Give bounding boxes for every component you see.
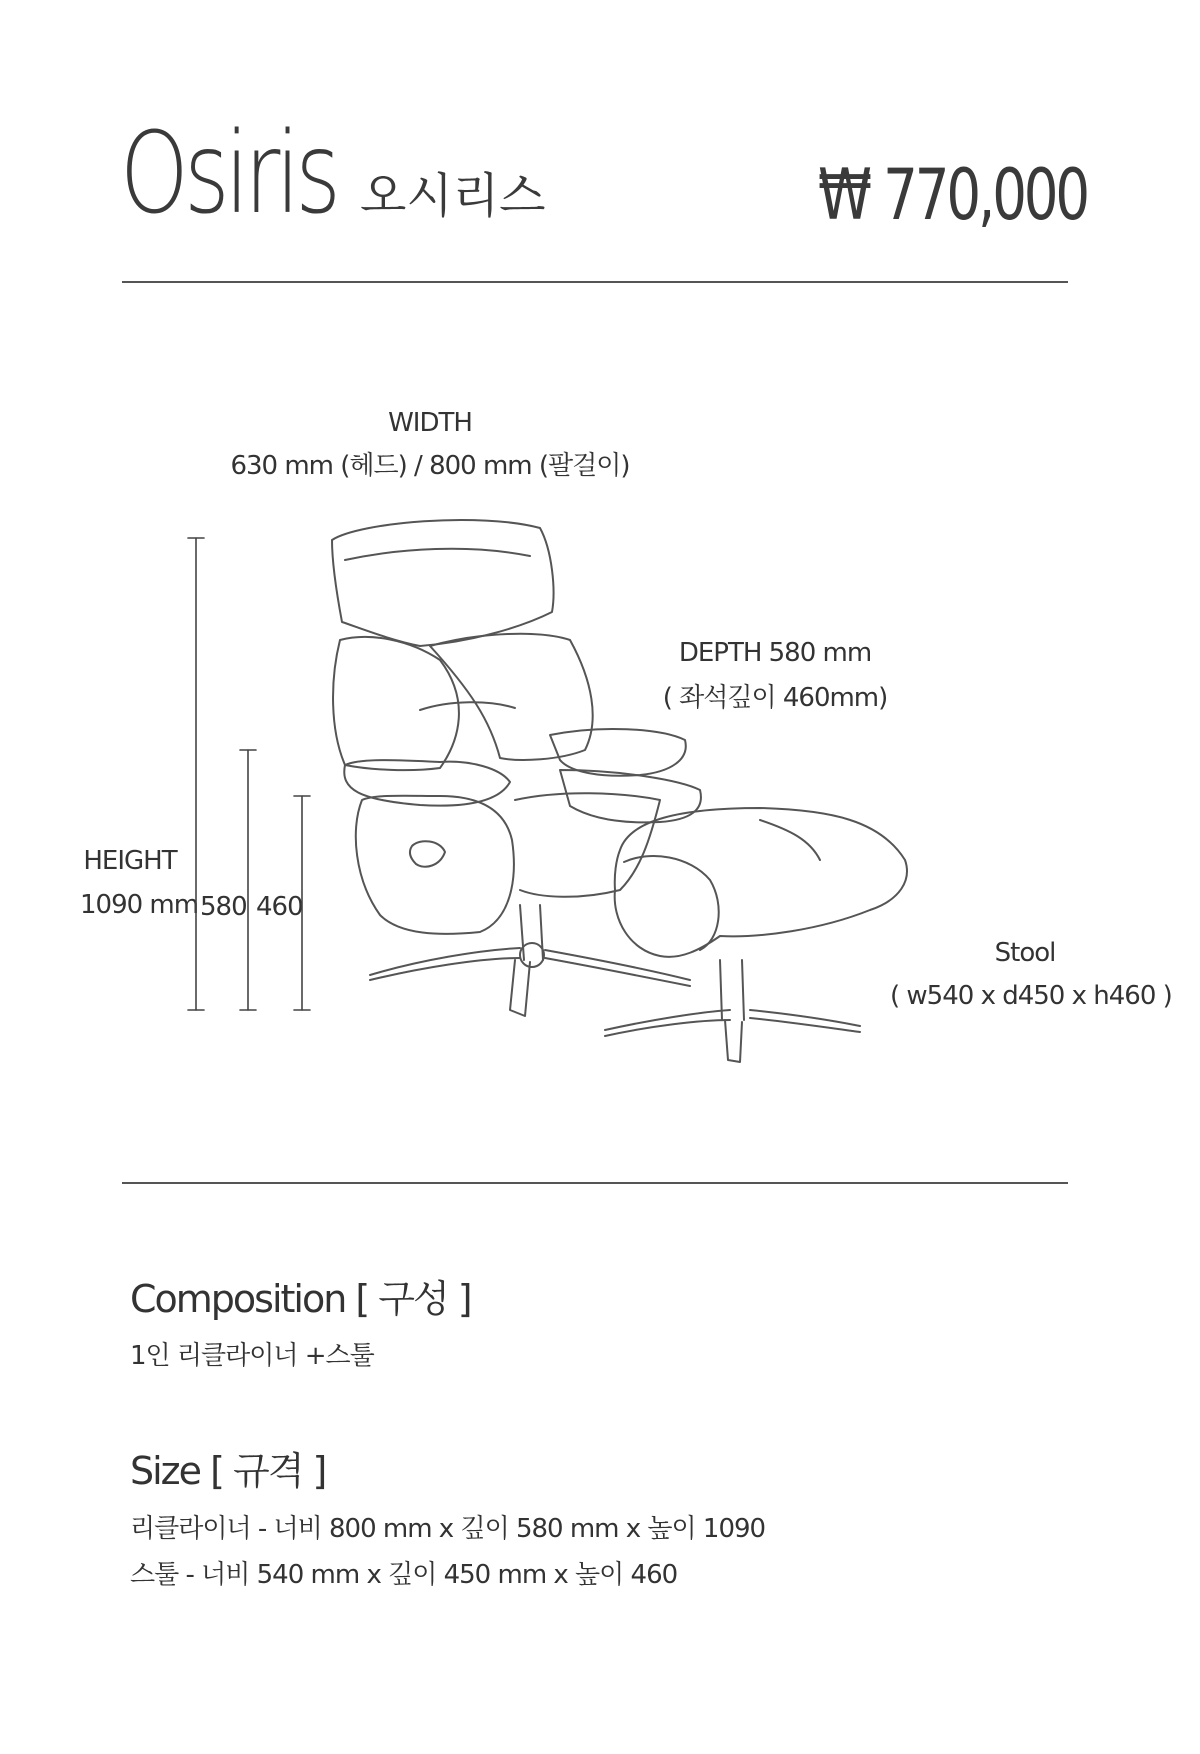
- width-title: WIDTH: [388, 408, 472, 438]
- product-name-ko: 오시리스: [360, 168, 546, 224]
- size-line-stool: 스툴 - 너비 540 mm x 깊이 450 mm x 높이 460: [130, 1560, 678, 1590]
- chair-headrest: [332, 520, 554, 646]
- depth-seat-value: ( 좌석깊이 460mm): [662, 683, 888, 713]
- seat-height-dimension-line: [294, 796, 310, 1010]
- height-dimension-line: [188, 538, 204, 1010]
- chair-base: [370, 905, 690, 1016]
- chair-armrests: [344, 729, 701, 822]
- stool-dimensions: ( w540 x d450 x h460 ): [890, 981, 1172, 1011]
- chair-side-panel: [356, 796, 514, 934]
- arm-height-dimension-line: [240, 750, 256, 1010]
- composition-text: 1인 리클라이너 +스툴: [130, 1341, 374, 1371]
- bottom-divider: [122, 1182, 1068, 1184]
- chair-backrest: [333, 634, 593, 770]
- size-title: Size [ 규격 ]: [130, 1449, 326, 1493]
- seat-height-value: 460: [256, 892, 303, 922]
- width-value: 630 mm (헤드) / 800 mm (팔걸이): [230, 451, 630, 481]
- arm-height-value: 580: [200, 892, 247, 922]
- stool-title: Stool: [994, 938, 1056, 968]
- height-value: 1090 mm: [80, 890, 199, 920]
- chair-seat: [515, 793, 660, 897]
- composition-title: Composition [ 구성 ]: [130, 1277, 471, 1321]
- product-name-en: Osiris: [120, 109, 337, 239]
- product-price: ₩ 770,000: [818, 154, 1088, 236]
- depth-title: DEPTH 580 mm: [678, 638, 872, 668]
- stool-drawing: [605, 808, 907, 1062]
- size-line-recliner: 리클라이너 - 너비 800 mm x 깊이 580 mm x 높이 1090: [130, 1514, 766, 1544]
- height-title: HEIGHT: [83, 846, 177, 876]
